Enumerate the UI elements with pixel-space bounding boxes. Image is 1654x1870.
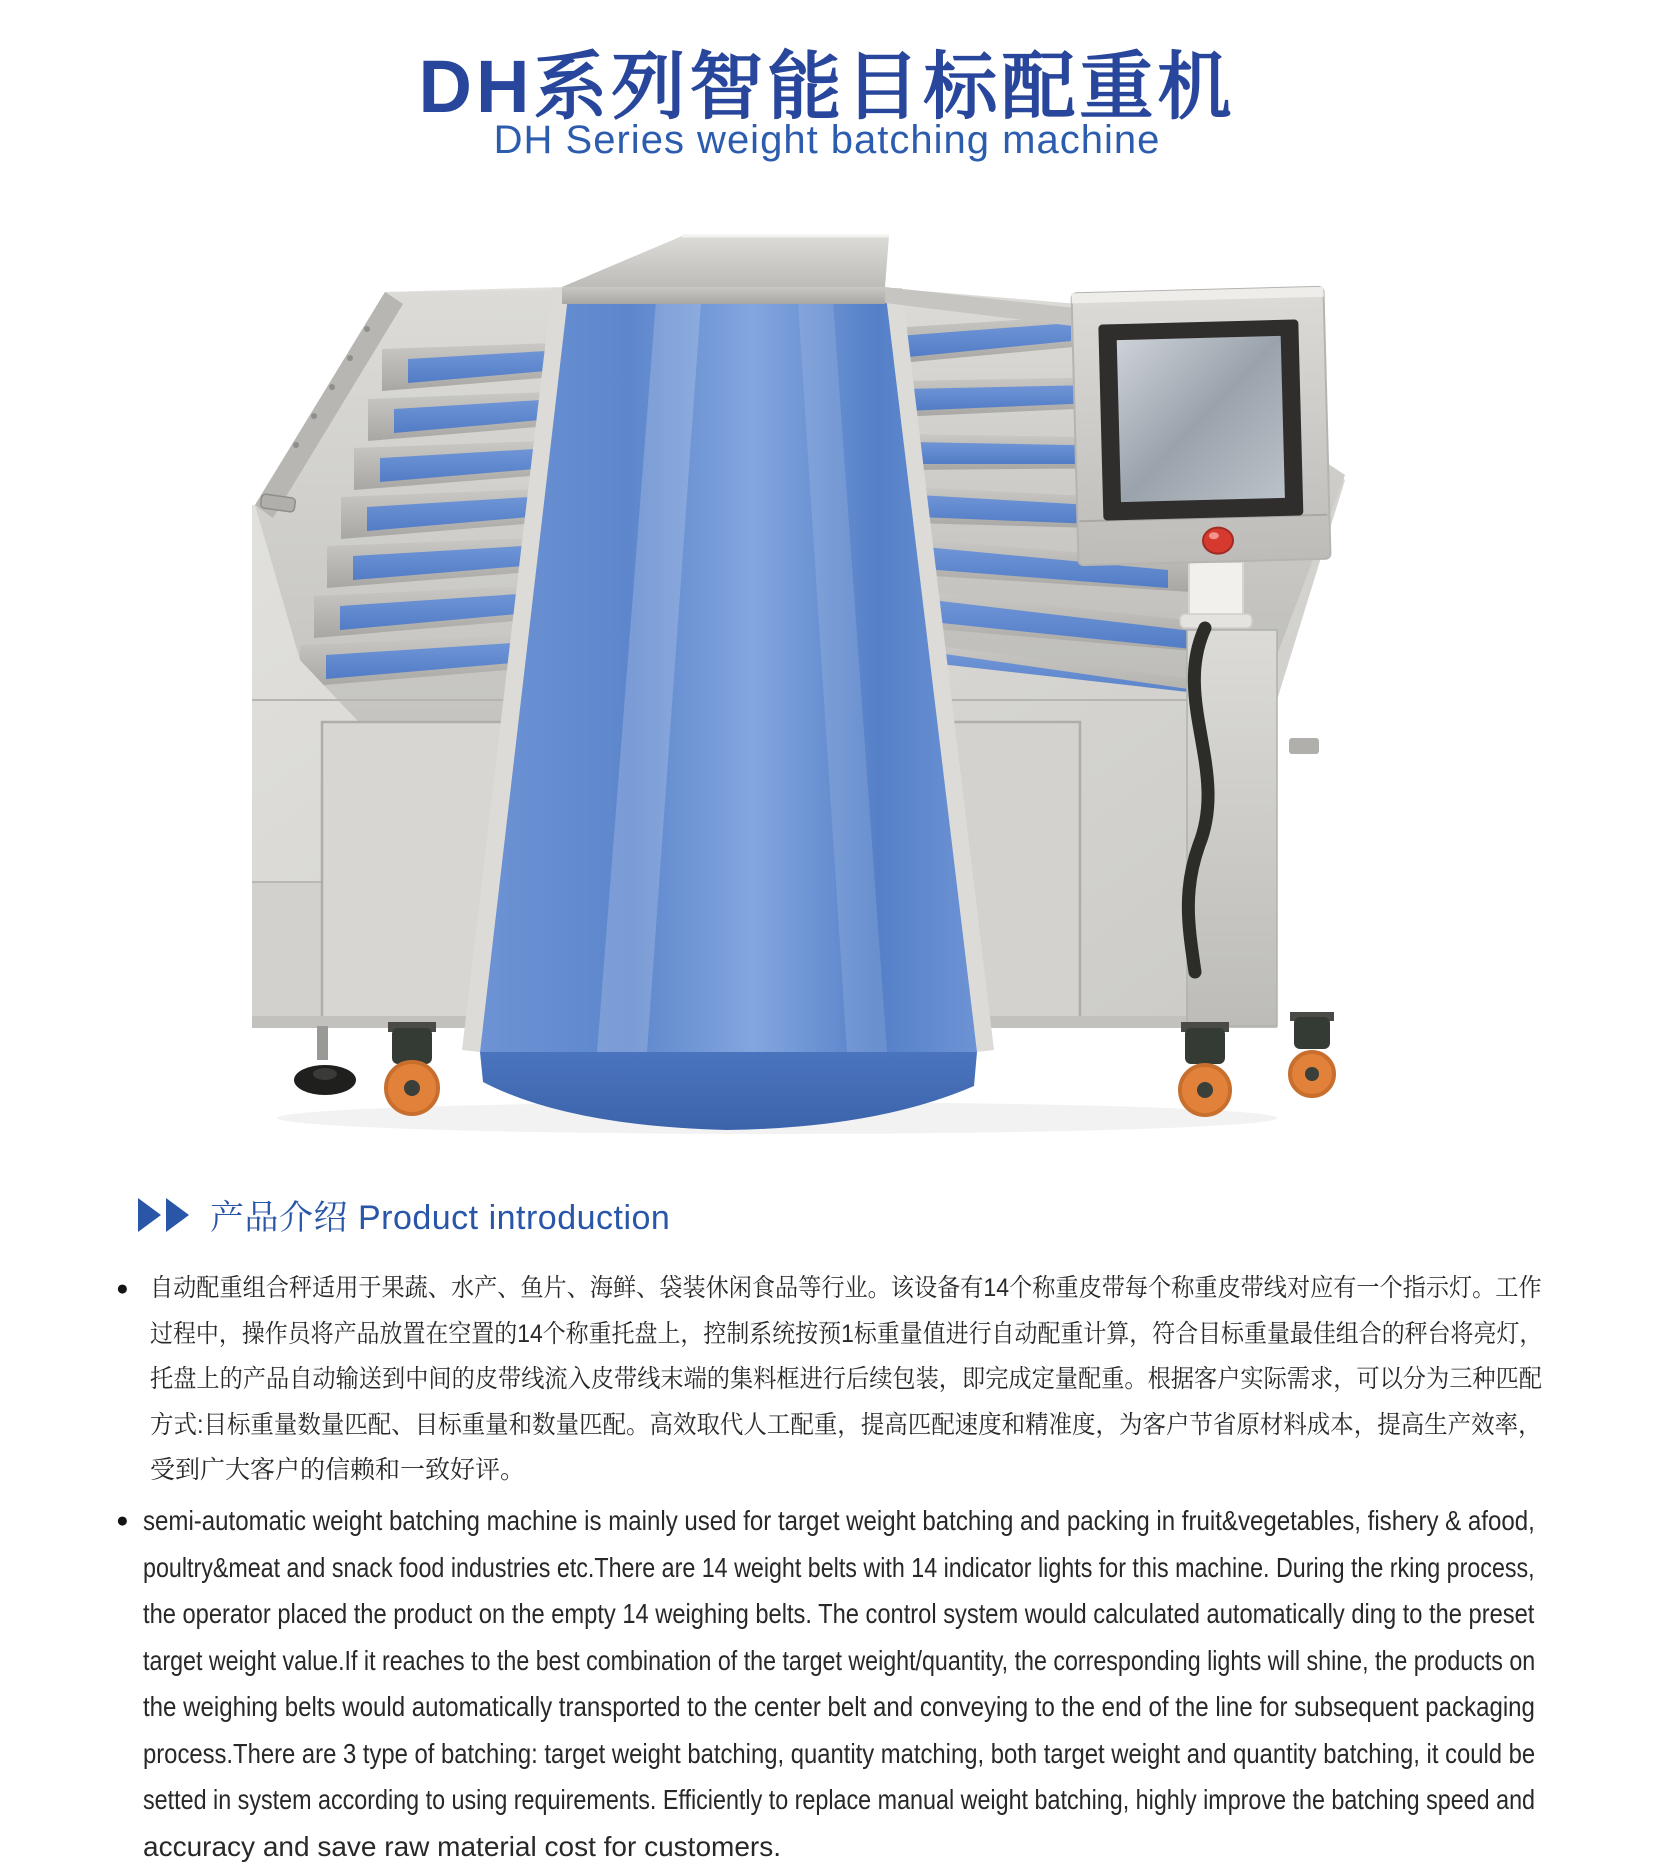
zh-intro-line: 过程中，操作员将产品放置在空置的14个称重托盘上，控制系统按预1标重量值进行自动配重计算，符合目标重量最佳组合的秤台将亮灯， [150,1312,1428,1358]
monitor-stand [1180,562,1252,628]
zh-intro-paragraph [150,1266,1542,1494]
page-subtitle: DH Series weight batching machine [0,118,1654,163]
en-intro-line: the operator placed the product on the empty 14 weighing belts. The control system would calculated automatically ding to the preset [143,1591,1321,1638]
section-header [138,1190,670,1239]
machine-photo [237,230,1417,1140]
caster-wheel [1290,1012,1334,1096]
monitor-screen [1117,336,1285,502]
zh-intro-line: 受到广大客户的信赖和一致好评。 [150,1448,1542,1494]
section-title: 产品介绍 Product introduction [210,1190,670,1239]
zh-intro-line: 方式:目标重量数量匹配、目标重量和数量匹配。高效取代人工配重，提高匹配速度和精准度，为客户节省原材料成本，提高生产效率， [150,1403,1457,1449]
page-title: DH系列智能目标配重机 [0,28,1654,134]
en-intro-line: poultry&meat and snack food industries etc.There are 14 weight belts with 14 indicator lights for this machine. During the rking process, [143,1545,1300,1592]
bullet-icon: ● [116,1510,129,1531]
right-triangle-icon [138,1198,161,1232]
right-triangle-icon [166,1198,189,1232]
product-image [237,230,1417,1140]
caster-wheel [386,1022,438,1114]
red-button-icon [1203,527,1234,554]
en-intro-line: semi-automatic weight batching machine is mainly used for target weight batching and packing in fruit&vegetables, fishery & afood, [143,1498,1339,1545]
caster-wheel [1180,1022,1230,1115]
center-conveyor-belt [462,288,994,1130]
en-intro-line: accuracy and save raw material cost for customers. [143,1824,1535,1870]
infeed-hood [562,236,889,304]
leveling-foot [294,1026,356,1095]
touchscreen-monitor [1071,287,1330,566]
zh-intro-line: 自动配重组合秤适用于果蔬、水产、鱼片、海鲜、袋装休闲食品等行业。该设备有14个称重皮带每个称重皮带线对应有一个指示灯。工作 [150,1266,1439,1312]
bullet-icon: ● [116,1278,129,1299]
en-intro-line: target weight value.If it reaches to the best combination of the target weight/quantity, the corresponding lights will shine, the products on [143,1638,1298,1685]
zh-intro-line: 托盘上的产品自动输送到中间的皮带线流入皮带线末端的集料框进行后续包装，即完成定量配重。根据客户实际需求，可以分为三种匹配 [150,1357,1442,1403]
en-intro-line: setted in system according to using requirements. Efficiently to replace manual weight batching, highly improve the batching speed and [143,1777,1303,1824]
en-intro-paragraph [143,1498,1535,1870]
en-intro-line: the weighing belts would automatically transported to the center belt and conveying to the end of the line for subsequent packaging [143,1684,1339,1731]
en-intro-line: process.There are 3 type of batching: target weight batching, quantity matching, both target weight and quantity batching, it could be [143,1731,1328,1778]
